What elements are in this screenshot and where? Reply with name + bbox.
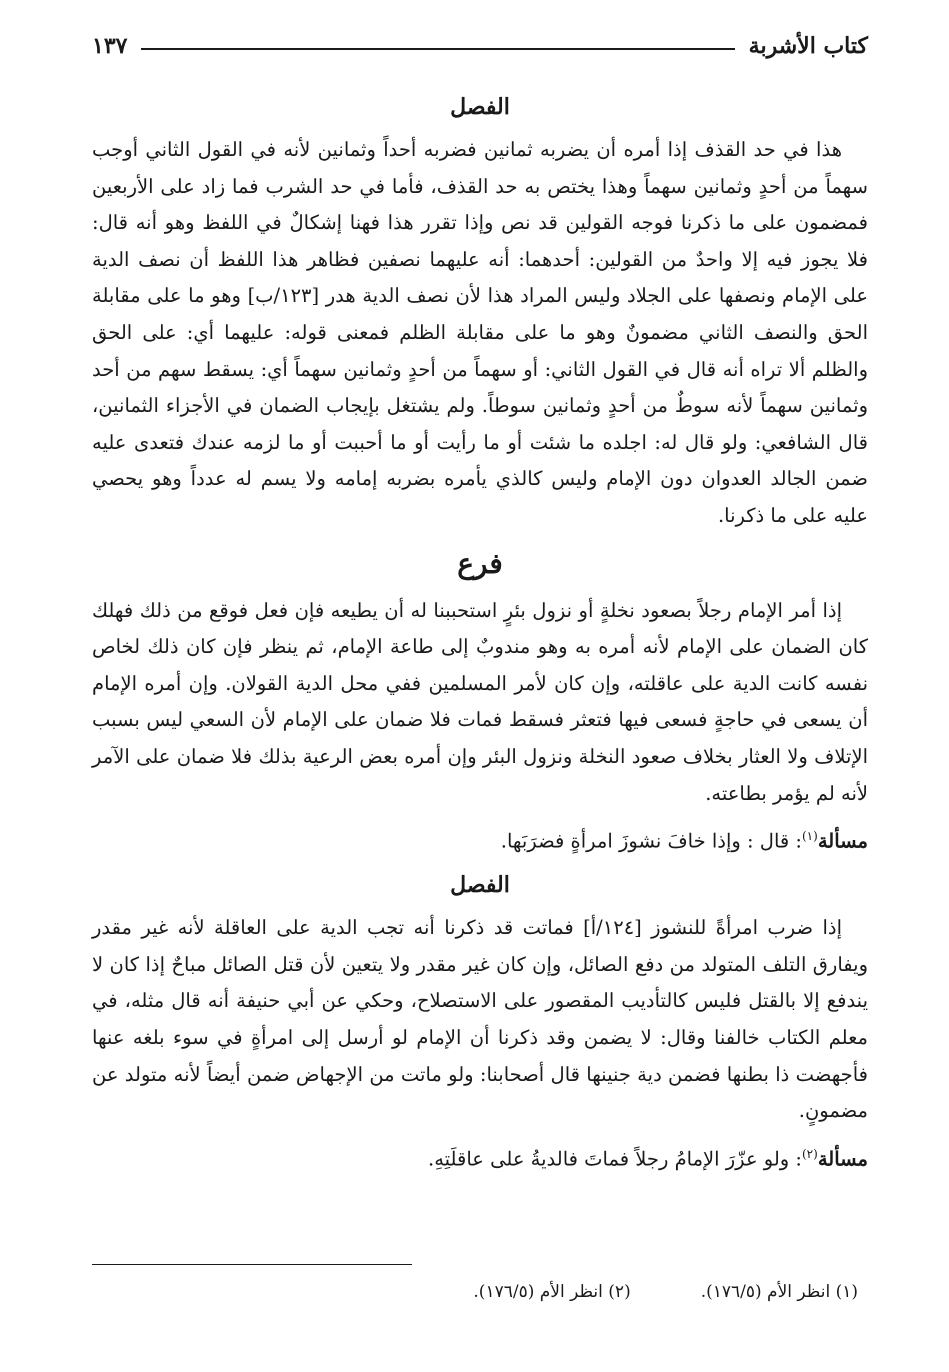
- footnote-ref-1: (١): [801, 829, 818, 844]
- masala-1-label: مسألة: [817, 829, 868, 853]
- masala-2: [92, 1136, 868, 1178]
- footnote-2: (٢) انظر الأم (١٧٦/٥).: [473, 1282, 631, 1302]
- section-heading-fasl-1: الفصل: [450, 94, 510, 120]
- paragraph-1: هذا في حد القذف إذا أمره أن يضربه ثمانين فضربه أحداً وثمانين لأنه في القول الثاني أوجب سهماً من أحدٍ وثمانين سهماً وهذا يختص به حد القذف، فأما في حد الشرب فما زاد على الأربعين فمضمون على ما ذكرنا فوجه القولين قد نص وإذا تقرر هذا فهنا إشكالٌ في اللفظ وهو أنه قال: فلا يجوز فيه إلا واحدٌ من القولين: أحدهما: أنه عليهما نصفين فظاهر هذا اللفظ أن نصف الدية على الإمام ونصفها على الجلاد وليس المراد هذا لأن نصف الدية هدر [١٢٣/ب] وهو ما على مقابلة الحق والنصف الثاني مضمونٌ وهو ما على مقابلة الظلم فمعنى قوله: عليهما أي: على الحق والظلم ألا تراه أنه قال في القول الثاني: أو سهماً من أحدٍ وثمانين سهماً أي: يسقط سهم من أحد وثمانين سهماً لأنه سوطٌ من أحدٍ وثمانين سوطاً. ولم يشتغل بإيجاب الضمان في الأجزاء الثمانين، قال الشافعي: ولو قال له: اجلده ما شئت أو ما رأيت أو ما أحببت أو ما لزمه عندك فتعدى عليه ضمن الجالد العدوان دون الإمام وليس كالذي يأمره بضربه إمامه ولا يسم له عدداً وهو يحصي عليه على ما ذكرنا.: [92, 138, 868, 527]
- masala-1-text: : قال : وإذا خافَ نشوزَ امرأةٍ فضرَبَها.: [500, 829, 802, 853]
- section-heading-far: فرع: [457, 546, 503, 580]
- page-header: [92, 24, 868, 68]
- section-heading-fasl-2: الفصل: [450, 872, 510, 899]
- page: [92, 24, 868, 1344]
- masala-2-text: : ولو عزّرَ الإمامُ رجلاً فماتَ فالديةُ على عاقلَتِهِ.: [428, 1147, 802, 1171]
- footnote-rule: [92, 1264, 412, 1265]
- paragraph-2: إذا أمر الإمام رجلاً بصعود نخلةٍ أو نزول بئرٍ استحببنا له أن يطيعه فإن فعل فوقع من ذلك فهلك كان الضمان على الإمام لأنه أمره به وهو مندوبٌ إلى طاعة الإمام، ثم ينظر فإن كان ذلك لخاص نفسه كانت الدية على عاقلته، وإن كان لأمر المسلمين ففي محل الدية القولان. وإن أمره الإمام أن يسعى في حاجةٍ فسعى فيها فتعثر فسقط فمات فلا ضمان على الإمام لأن السعي ليس بسبب الإتلاف ولا العثار بخلاف صعود النخلة ونزول البئر وإن أمره بعض الرعية بذلك فلا ضمان على الآمر لأنه لم يؤمر بطاعته.: [92, 598, 868, 805]
- footnote-ref-2: (٢): [801, 1146, 818, 1161]
- masala-2-label: مسألة: [817, 1147, 868, 1171]
- footnote-1: (١) انظر الأم (١٧٦/٥).: [700, 1282, 858, 1302]
- page-number: ١٣٧: [92, 33, 128, 59]
- masala-1: [92, 818, 868, 860]
- paragraph-3: إذا ضرب امرأةً للنشوز [١٢٤/أ] فماتت قد ذكرنا أنه تجب الدية على العاقلة لأنه غير مقدر ويفارق التلف المتولد من دفع الصائل، وإن كان غير مقدر ولا يتعين لأن قتل الصائل مباحٌ إذا كان لا يندفع إلا بالقتل فليس كالتأديب المقصور على الاستصلاح، وحكي عن أبي حنيفة أنه قال مثله، في معلم الكتاب خالفنا وقال: لا يضمن وقد ذكرنا أن الإمام لو أرسل إلى امرأةٍ في سوء بلغه عنها فأجهضت ذا بطنها فضمن دية جنينها قال أصحابنا: ولو ماتت من الإجهاض ضمن أيضاً لأنه متولد عن مضمونٍ.: [92, 916, 868, 1123]
- running-title: كتاب الأشربة: [748, 33, 868, 59]
- header-rule: [141, 48, 734, 50]
- footnotes: [92, 1282, 868, 1302]
- page-body: [92, 82, 868, 1178]
